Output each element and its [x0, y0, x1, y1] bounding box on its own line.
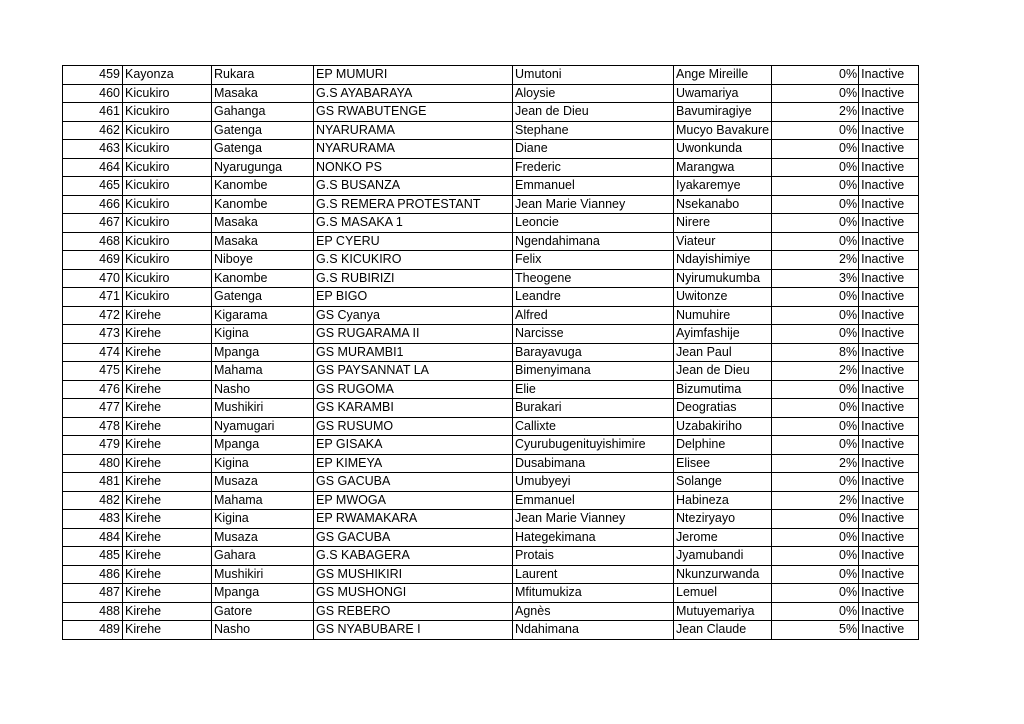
last-name-cell: Nyirumukumba — [674, 269, 772, 288]
table-row — [63, 177, 919, 196]
last-name-cell: Uwonkunda — [674, 140, 772, 159]
first-name-cell: Elie — [513, 380, 674, 399]
district-cell: Kirehe — [123, 621, 212, 640]
status-cell: Inactive — [859, 584, 919, 603]
percent-cell: 0% — [772, 436, 859, 455]
table-row — [63, 214, 919, 233]
school-cell: GS RWABUTENGE — [314, 103, 513, 122]
school-cell: EP CYERU — [314, 232, 513, 251]
status-cell: Inactive — [859, 66, 919, 85]
table-row — [63, 417, 919, 436]
first-name-cell: Emmanuel — [513, 177, 674, 196]
first-name-cell: Leandre — [513, 288, 674, 307]
district-cell: Kirehe — [123, 602, 212, 621]
sector-cell: Masaka — [212, 84, 314, 103]
district-cell: Kicukiro — [123, 84, 212, 103]
table-row — [63, 473, 919, 492]
district-cell: Kicukiro — [123, 103, 212, 122]
district-cell: Kirehe — [123, 547, 212, 566]
last-name-cell: Elisee — [674, 454, 772, 473]
percent-cell: 0% — [772, 417, 859, 436]
sector-cell: Mushikiri — [212, 565, 314, 584]
percent-cell: 2% — [772, 362, 859, 381]
school-cell: G.S REMERA PROTESTANT — [314, 195, 513, 214]
district-cell: Kirehe — [123, 325, 212, 344]
last-name-cell: Bavumiragiye — [674, 103, 772, 122]
school-cell: GS MUSHONGI — [314, 584, 513, 603]
first-name-cell: Ndahimana — [513, 621, 674, 640]
district-cell: Kicukiro — [123, 288, 212, 307]
table-row — [63, 510, 919, 529]
row-number: 465 — [63, 177, 123, 196]
percent-cell: 0% — [772, 177, 859, 196]
last-name-cell: Uwamariya — [674, 84, 772, 103]
row-number: 459 — [63, 66, 123, 85]
last-name-cell: Delphine — [674, 436, 772, 455]
row-number: 482 — [63, 491, 123, 510]
sector-cell: Nasho — [212, 380, 314, 399]
district-cell: Kirehe — [123, 510, 212, 529]
table-row — [63, 399, 919, 418]
first-name-cell: Umutoni — [513, 66, 674, 85]
last-name-cell: Nkunzurwanda — [674, 565, 772, 584]
percent-cell: 0% — [772, 565, 859, 584]
row-number: 466 — [63, 195, 123, 214]
first-name-cell: Diane — [513, 140, 674, 159]
row-number: 488 — [63, 602, 123, 621]
last-name-cell: Nteziryayo — [674, 510, 772, 529]
district-cell: Kirehe — [123, 343, 212, 362]
first-name-cell: Ngendahimana — [513, 232, 674, 251]
table-row — [63, 251, 919, 270]
row-number: 462 — [63, 121, 123, 140]
table-row — [63, 343, 919, 362]
first-name-cell: Frederic — [513, 158, 674, 177]
first-name-cell: Felix — [513, 251, 674, 270]
first-name-cell: Jean Marie Vianney — [513, 510, 674, 529]
first-name-cell: Dusabimana — [513, 454, 674, 473]
status-cell: Inactive — [859, 565, 919, 584]
row-number: 473 — [63, 325, 123, 344]
last-name-cell: Lemuel — [674, 584, 772, 603]
sector-cell: Mushikiri — [212, 399, 314, 418]
district-cell: Kicukiro — [123, 214, 212, 233]
first-name-cell: Aloysie — [513, 84, 674, 103]
sector-cell: Kanombe — [212, 269, 314, 288]
row-number: 474 — [63, 343, 123, 362]
percent-cell: 2% — [772, 454, 859, 473]
last-name-cell: Uzabakiriho — [674, 417, 772, 436]
status-cell: Inactive — [859, 251, 919, 270]
row-number: 472 — [63, 306, 123, 325]
district-cell: Kirehe — [123, 380, 212, 399]
status-cell: Inactive — [859, 84, 919, 103]
sector-cell: Musaza — [212, 528, 314, 547]
status-cell: Inactive — [859, 343, 919, 362]
table-row — [63, 325, 919, 344]
school-cell: GS RUGARAMA II — [314, 325, 513, 344]
school-cell: GS RUGOMA — [314, 380, 513, 399]
percent-cell: 0% — [772, 584, 859, 603]
row-number: 476 — [63, 380, 123, 399]
school-cell: G.S RUBIRIZI — [314, 269, 513, 288]
status-cell: Inactive — [859, 177, 919, 196]
first-name-cell: Callixte — [513, 417, 674, 436]
sector-cell: Mahama — [212, 491, 314, 510]
sector-cell: Kigarama — [212, 306, 314, 325]
district-cell: Kirehe — [123, 399, 212, 418]
last-name-cell: Jerome — [674, 528, 772, 547]
sector-cell: Kigina — [212, 325, 314, 344]
status-cell: Inactive — [859, 528, 919, 547]
last-name-cell: Numuhire — [674, 306, 772, 325]
row-number: 464 — [63, 158, 123, 177]
sector-cell: Niboye — [212, 251, 314, 270]
district-cell: Kicukiro — [123, 251, 212, 270]
school-cell: G.S AYABARAYA — [314, 84, 513, 103]
percent-cell: 0% — [772, 121, 859, 140]
row-number: 485 — [63, 547, 123, 566]
status-cell: Inactive — [859, 232, 919, 251]
percent-cell: 0% — [772, 399, 859, 418]
first-name-cell: Barayavuga — [513, 343, 674, 362]
district-cell: Kirehe — [123, 454, 212, 473]
table-row — [63, 306, 919, 325]
status-cell: Inactive — [859, 491, 919, 510]
row-number: 470 — [63, 269, 123, 288]
row-number: 460 — [63, 84, 123, 103]
sector-cell: Mahama — [212, 362, 314, 381]
district-cell: Kicukiro — [123, 269, 212, 288]
status-cell: Inactive — [859, 454, 919, 473]
row-number: 468 — [63, 232, 123, 251]
table-body — [63, 66, 919, 640]
table-row — [63, 491, 919, 510]
table-row — [63, 140, 919, 159]
district-cell: Kicukiro — [123, 158, 212, 177]
table-row — [63, 547, 919, 566]
status-cell: Inactive — [859, 269, 919, 288]
last-name-cell: Solange — [674, 473, 772, 492]
sector-cell: Gatenga — [212, 121, 314, 140]
last-name-cell: Uwitonze — [674, 288, 772, 307]
first-name-cell: Bimenyimana — [513, 362, 674, 381]
table-row — [63, 602, 919, 621]
status-cell: Inactive — [859, 417, 919, 436]
school-cell: EP GISAKA — [314, 436, 513, 455]
status-cell: Inactive — [859, 140, 919, 159]
last-name-cell: Nirere — [674, 214, 772, 233]
first-name-cell: Laurent — [513, 565, 674, 584]
school-cell: GS PAYSANNAT LA — [314, 362, 513, 381]
last-name-cell: Mucyo Bavakure — [674, 121, 772, 140]
last-name-cell: Ange Mireille — [674, 66, 772, 85]
percent-cell: 0% — [772, 547, 859, 566]
first-name-cell: Agnès — [513, 602, 674, 621]
school-cell: NYARURAMA — [314, 121, 513, 140]
district-cell: Kirehe — [123, 565, 212, 584]
row-number: 477 — [63, 399, 123, 418]
first-name-cell: Theogene — [513, 269, 674, 288]
first-name-cell: Hategekimana — [513, 528, 674, 547]
row-number: 489 — [63, 621, 123, 640]
last-name-cell: Bizumutima — [674, 380, 772, 399]
last-name-cell: Ndayishimiye — [674, 251, 772, 270]
percent-cell: 0% — [772, 66, 859, 85]
table-row — [63, 584, 919, 603]
sector-cell: Nyarugunga — [212, 158, 314, 177]
first-name-cell: Jean Marie Vianney — [513, 195, 674, 214]
status-cell: Inactive — [859, 288, 919, 307]
school-cell: EP MUMURI — [314, 66, 513, 85]
percent-cell: 0% — [772, 306, 859, 325]
sector-cell: Nyamugari — [212, 417, 314, 436]
school-cell: GS REBERO — [314, 602, 513, 621]
status-cell: Inactive — [859, 510, 919, 529]
row-number: 486 — [63, 565, 123, 584]
sector-cell: Kanombe — [212, 195, 314, 214]
first-name-cell: Umubyeyi — [513, 473, 674, 492]
district-cell: Kirehe — [123, 306, 212, 325]
percent-cell: 0% — [772, 288, 859, 307]
percent-cell: 0% — [772, 325, 859, 344]
status-cell: Inactive — [859, 380, 919, 399]
percent-cell: 0% — [772, 602, 859, 621]
first-name-cell: Mfitumukiza — [513, 584, 674, 603]
school-cell: EP BIGO — [314, 288, 513, 307]
sector-cell: Nasho — [212, 621, 314, 640]
row-number: 463 — [63, 140, 123, 159]
table-row — [63, 121, 919, 140]
status-cell: Inactive — [859, 306, 919, 325]
district-cell: Kayonza — [123, 66, 212, 85]
district-cell: Kirehe — [123, 528, 212, 547]
table-row — [63, 195, 919, 214]
last-name-cell: Iyakaremye — [674, 177, 772, 196]
status-cell: Inactive — [859, 399, 919, 418]
sector-cell: Musaza — [212, 473, 314, 492]
table-row — [63, 565, 919, 584]
sector-cell: Gatore — [212, 602, 314, 621]
school-cell: GS Cyanya — [314, 306, 513, 325]
school-cell: GS KARAMBI — [314, 399, 513, 418]
status-cell: Inactive — [859, 621, 919, 640]
first-name-cell: Protais — [513, 547, 674, 566]
sector-cell: Mpanga — [212, 343, 314, 362]
first-name-cell: Emmanuel — [513, 491, 674, 510]
first-name-cell: Burakari — [513, 399, 674, 418]
last-name-cell: Ayimfashije — [674, 325, 772, 344]
last-name-cell: Habineza — [674, 491, 772, 510]
row-number: 461 — [63, 103, 123, 122]
school-cell: GS GACUBA — [314, 473, 513, 492]
first-name-cell: Alfred — [513, 306, 674, 325]
table-row — [63, 269, 919, 288]
row-number: 478 — [63, 417, 123, 436]
school-cell: GS RUSUMO — [314, 417, 513, 436]
district-cell: Kicukiro — [123, 232, 212, 251]
school-cell: GS MURAMBI1 — [314, 343, 513, 362]
first-name-cell: Stephane — [513, 121, 674, 140]
row-number: 467 — [63, 214, 123, 233]
percent-cell: 0% — [772, 140, 859, 159]
first-name-cell: Narcisse — [513, 325, 674, 344]
last-name-cell: Deogratias — [674, 399, 772, 418]
school-cell: G.S KICUKIRO — [314, 251, 513, 270]
district-cell: Kicukiro — [123, 140, 212, 159]
sector-cell: Gatenga — [212, 288, 314, 307]
row-number: 475 — [63, 362, 123, 381]
school-cell: G.S BUSANZA — [314, 177, 513, 196]
school-cell: GS GACUBA — [314, 528, 513, 547]
district-cell: Kirehe — [123, 436, 212, 455]
first-name-cell: Jean de Dieu — [513, 103, 674, 122]
table-row — [63, 84, 919, 103]
school-cell: EP KIMEYA — [314, 454, 513, 473]
status-cell: Inactive — [859, 436, 919, 455]
row-number: 484 — [63, 528, 123, 547]
table-row — [63, 362, 919, 381]
last-name-cell: Mutuyemariya — [674, 602, 772, 621]
school-cell: G.S MASAKA 1 — [314, 214, 513, 233]
percent-cell: 0% — [772, 232, 859, 251]
status-cell: Inactive — [859, 121, 919, 140]
percent-cell: 0% — [772, 473, 859, 492]
status-cell: Inactive — [859, 214, 919, 233]
row-number: 469 — [63, 251, 123, 270]
last-name-cell: Marangwa — [674, 158, 772, 177]
status-cell: Inactive — [859, 602, 919, 621]
status-cell: Inactive — [859, 158, 919, 177]
district-cell: Kicukiro — [123, 195, 212, 214]
school-cell: NYARURAMA — [314, 140, 513, 159]
last-name-cell: Jyamubandi — [674, 547, 772, 566]
percent-cell: 0% — [772, 84, 859, 103]
sector-cell: Kanombe — [212, 177, 314, 196]
percent-cell: 0% — [772, 214, 859, 233]
last-name-cell: Viateur — [674, 232, 772, 251]
school-cell: GS MUSHIKIRI — [314, 565, 513, 584]
data-table — [62, 65, 919, 640]
table-row — [63, 158, 919, 177]
status-cell: Inactive — [859, 325, 919, 344]
row-number: 480 — [63, 454, 123, 473]
table-row — [63, 288, 919, 307]
district-cell: Kicukiro — [123, 177, 212, 196]
row-number: 483 — [63, 510, 123, 529]
school-cell: GS NYABUBARE I — [314, 621, 513, 640]
district-cell: Kirehe — [123, 417, 212, 436]
sector-cell: Mpanga — [212, 436, 314, 455]
percent-cell: 0% — [772, 195, 859, 214]
sector-cell: Kigina — [212, 510, 314, 529]
table-row — [63, 66, 919, 85]
table-row — [63, 103, 919, 122]
percent-cell: 0% — [772, 158, 859, 177]
district-cell: Kicukiro — [123, 121, 212, 140]
percent-cell: 0% — [772, 528, 859, 547]
table-row — [63, 380, 919, 399]
sector-cell: Gahanga — [212, 103, 314, 122]
percent-cell: 2% — [772, 251, 859, 270]
school-cell: EP MWOGA — [314, 491, 513, 510]
row-number: 479 — [63, 436, 123, 455]
percent-cell: 8% — [772, 343, 859, 362]
sector-cell: Kigina — [212, 454, 314, 473]
last-name-cell: Jean Paul — [674, 343, 772, 362]
school-cell: G.S KABAGERA — [314, 547, 513, 566]
last-name-cell: Nsekanabo — [674, 195, 772, 214]
district-cell: Kirehe — [123, 473, 212, 492]
table-row — [63, 621, 919, 640]
percent-cell: 0% — [772, 380, 859, 399]
table-row — [63, 454, 919, 473]
status-cell: Inactive — [859, 473, 919, 492]
row-number: 481 — [63, 473, 123, 492]
sector-cell: Masaka — [212, 214, 314, 233]
sector-cell: Masaka — [212, 232, 314, 251]
status-cell: Inactive — [859, 362, 919, 381]
last-name-cell: Jean Claude — [674, 621, 772, 640]
district-cell: Kirehe — [123, 362, 212, 381]
status-cell: Inactive — [859, 103, 919, 122]
school-cell: NONKO PS — [314, 158, 513, 177]
table-row — [63, 232, 919, 251]
district-cell: Kirehe — [123, 491, 212, 510]
district-cell: Kirehe — [123, 584, 212, 603]
table-row — [63, 528, 919, 547]
sector-cell: Gatenga — [212, 140, 314, 159]
sector-cell: Mpanga — [212, 584, 314, 603]
last-name-cell: Jean de Dieu — [674, 362, 772, 381]
first-name-cell: Cyurubugenituyishimire — [513, 436, 674, 455]
sector-cell: Gahara — [212, 547, 314, 566]
sector-cell: Rukara — [212, 66, 314, 85]
status-cell: Inactive — [859, 195, 919, 214]
percent-cell: 5% — [772, 621, 859, 640]
table-row — [63, 436, 919, 455]
percent-cell: 3% — [772, 269, 859, 288]
row-number: 487 — [63, 584, 123, 603]
percent-cell: 2% — [772, 103, 859, 122]
percent-cell: 2% — [772, 491, 859, 510]
percent-cell: 0% — [772, 510, 859, 529]
row-number: 471 — [63, 288, 123, 307]
school-cell: EP RWAMAKARA — [314, 510, 513, 529]
status-cell: Inactive — [859, 547, 919, 566]
first-name-cell: Leoncie — [513, 214, 674, 233]
